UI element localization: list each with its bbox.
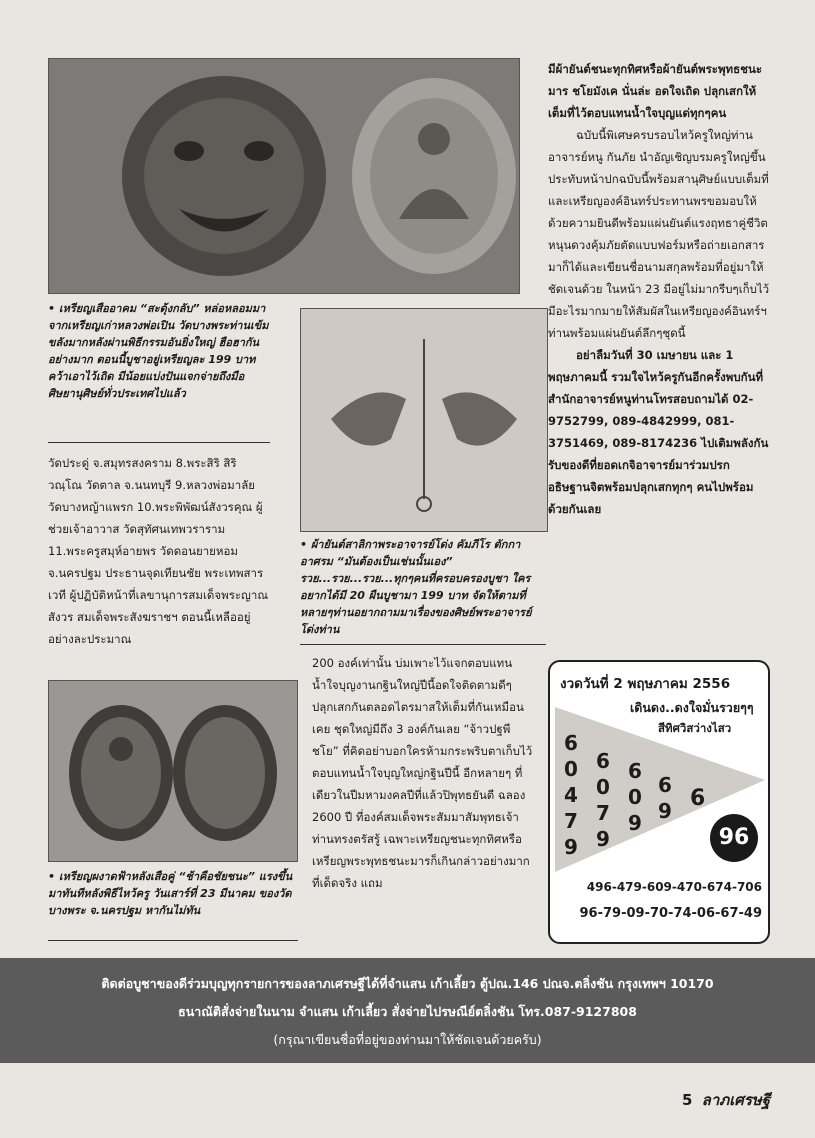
caption-text: • เหรียญเสืออาคม “สะดุ้งกลับ” หล่อหลอมมาจากเหรียญเก่าหลวงพ่อเปิน วัดบางพระท่านเข้มขลังมากหลังผ่านพิธีกรรมอันยิ่งใหญ่ ฮือฮากันอย่างมาก ตอนนี้บูชาอยู่เหรียญละ 199 บาทคว้าเอาไว้เถิด มีน้อยแบ่งปันแจกจ่ายถึงมือศิษยานุศิษย์ทั่วประเทศไปแล้ว bbox=[48, 302, 269, 400]
lottery-digit: 6 bbox=[596, 749, 610, 773]
lottery-digit: 4 bbox=[564, 783, 578, 807]
yant-birds-image bbox=[301, 309, 547, 531]
badge-number: 96 bbox=[718, 825, 750, 850]
body-paragraph: มีผ้ายันต์ชนะทุกทิศหรือผ้ายันต์พระพุทธชนะมาร ชโยมังเค นั่นล่ะ อดใจเถิด ปลุกเสกให้เต็มที่ไว้ตอบแทนน้ำใจบุญแด่ทุกๆคน bbox=[548, 62, 762, 120]
lottery-digit: 6 bbox=[690, 786, 706, 811]
lottery-digit: 6 bbox=[658, 773, 672, 797]
coins-photo bbox=[48, 680, 298, 862]
lottery-row-2: 96-79-09-70-74-06-67-49 bbox=[579, 906, 762, 921]
lottery-digit: 9 bbox=[628, 811, 642, 835]
lottery-row-1: 496-479-609-470-674-706 bbox=[586, 880, 762, 894]
lottery-slogan: เดินดง..ดงใจมั่นรวยๆๆ bbox=[630, 700, 754, 715]
divider bbox=[300, 644, 546, 645]
lottery-digit: 0 bbox=[628, 785, 642, 809]
lottery-digit: 9 bbox=[564, 835, 578, 859]
lottery-digit: 0 bbox=[596, 775, 610, 799]
body-paragraph: อย่าลืมวันที่ 30 เมษายน และ 1 พฤษภาคมนี้ รวมใจไหว้ครูกันอีกครั้งพบกันที่สำนักอาจารย์หนูท่านโทรสอบถามได้ 02-9752799, 089-4842999, 081-3751469, 089-8174236 ไปเติมพลังกันรับของดีที่ยอดเกจิอาจารย์มาร่วมปรกอธิษฐานจิตพร้อมปลุกเสกทุกๆ คนไปพร้อมด้วยกันเลย bbox=[548, 348, 769, 516]
body-paragraph: วัดประดู่ จ.สมุทรสงคราม 8.พระสิริ สิริวณฺโณ วัดตาล จ.นนทบุรี 9.หลวงพ่อมาลัย วัดบางหญ้าแพรก 10.พระพิพัฒน์สังวรคุณ ผู้ช่วยเจ้าอาวาส วัดสุทัศนเทพวราราม 11.พระครูสมุห์อายพร วัดดอนยายหอม จ.นครปฐม ประธานจุดเทียนชัย พระเทพสารเวที ผู้ปฏิบัติหน้าที่เลขานุการสมเด็จพระญาณสังวร สมเด็จพระสังฆราชฯ ตอนนี้เหลืออยู่อย่างละประมาณ bbox=[48, 456, 268, 646]
lottery-column bbox=[628, 758, 642, 836]
right-column-text bbox=[548, 58, 770, 652]
footer-line: (กรุณาเขียนชื่อที่อยู่ของท่านมาให้ชัดเจนด้วยครับ) bbox=[273, 1032, 542, 1047]
lottery-digit: 0 bbox=[564, 757, 578, 781]
lottery-box bbox=[548, 660, 770, 944]
body-paragraph: 200 องค์เท่านั้น บ่มเพาะไว้แจกตอบแทนน้ำใจบุญงานกฐินใหญ่ปีนี้อดใจติดตามดีๆ ปลุกเสกกันตลอดไตรมาสให้เต็มที่กันเหมือนเคย ชุดใหญ่มีถึง 3 องค์กันเลย “จ้าวปฐพีชโย” ที่คิดอย่าบอกใครห้ามกระพริบตาเก็บไว้ตอบแทนน้ำใจบุญใหญ่กฐินปีนี้ อีกหลายๆ ที่เดียวในปีมหามงคลปีที่แล้วปิพุทธยันตี ฉลอง 2600 ปี ที่องค์สมเด็จพระสัมมาสัมพุทธเจ้าท่านทรงตรัสรู้ เฉพาะเหรียญชนะทุกทิศหรือเหรียญพระพุทธชนะมารก็เกินกล่าวอย่างมากที่เด็ดจริง แถม bbox=[312, 656, 533, 890]
middle-column-text bbox=[312, 652, 534, 948]
body-paragraph: ฉบับนี้พิเศษครบรอบไหว้ครูใหญ่ท่านอาจารย์หนู กันภัย นำอัญเชิญบรมครูใหญ่ขึ้นประทับหน้าปกฉบับนี้พร้อมสานุศิษย์แบบเต็มที่และเหรียญองค์อินทร์ประทานพรขอมอบให้ด้วยความยินดีพร้อมแผ่นยันต์แรงฤทธาคู่ชีวิตหนุนดวงคุ้มภัยตัดแบบฟอร์มหรือถ่ายเอกสารมาก็ได้และเขียนชื่อนามสกุลพร้อมที่อยู่มาให้ชัดเจนด้วย ในหน้า 23 มีอยู่ไม่มากรีบๆเก็บไว้มีอะไรมากมายให้สัมผัสในเหรียญองค์อินทร์ฯท่านพร้อมแผ่นยันต์ลึกๆชุดนี้ bbox=[548, 128, 770, 340]
lottery-date: งวดวันที่ 2 พฤษภาคม 2556 bbox=[560, 676, 731, 692]
lottery-badge bbox=[710, 814, 758, 862]
page-number: 5 bbox=[682, 1091, 693, 1109]
lottery-digit: 6 bbox=[628, 759, 642, 783]
magazine-name: ลาภเศรษฐี bbox=[701, 1091, 771, 1109]
lottery-digit: 9 bbox=[658, 799, 672, 823]
page-number-area bbox=[682, 1088, 770, 1112]
caption-text: • เหรียญผงาดฟ้าหลังเสือคู่ “ช้าคือชัยชนะ” แรงขึ้นมาทันทีหลังพิธีไหว้ครู วันเสาร์ที่ 23 มีนาคม ของวัดบางพระ จ.นครปฐม หากันไม่ทัน bbox=[48, 870, 293, 917]
divider bbox=[48, 940, 298, 941]
left-column-text bbox=[48, 452, 270, 674]
lottery-digit: 7 bbox=[596, 801, 610, 825]
lottery-column bbox=[564, 730, 578, 860]
divider bbox=[48, 442, 270, 443]
yant-cloth-photo bbox=[300, 308, 548, 532]
caption-text: • ผ้ายันต์สาลิกาพระอาจารย์โด่ง คัมภีโร ตักกาอาศรม “มันต้องเป็นเช่นนั้นเอง” รวย...รวย...รวย...ทุกๆคนที่ครอบครองบูชา ใครอยากได้มี 20 ผืนบูชามา 199 บาท จัดให้ตามที่หลายๆท่านอยากถามมาเรื่องของศิษย์พระอาจารย์โด่งท่าน bbox=[300, 538, 532, 636]
tiger-amulet-photo bbox=[48, 58, 520, 294]
lottery-digit: 9 bbox=[596, 827, 610, 851]
tiger-amulet-caption bbox=[48, 300, 270, 402]
tiger-amulet-image bbox=[49, 59, 519, 293]
lottery-digit: 7 bbox=[564, 809, 578, 833]
footer-line: ติดต่อบูชาของดีร่วมบุญทุกรายการของลาภเศรษฐีได้ที่จำแสน เก้าเลี้ยว ตู้ปณ.146 ปณจ.ตลิ่งชัน กรุงเทพฯ 10170 bbox=[101, 976, 714, 991]
contact-footer bbox=[0, 958, 815, 1063]
lottery-column bbox=[658, 772, 672, 824]
lottery-slogan-2: สีทิศวิสว่างไสว bbox=[658, 721, 732, 735]
lottery-column bbox=[690, 786, 705, 812]
coins-caption bbox=[48, 868, 298, 919]
lottery-column bbox=[596, 748, 610, 852]
footer-line: ธนาณัติสั่งจ่ายในนาม จำแสน เก้าเลี้ยว สั่งจ่ายไปรษณีย์ตลิ่งชัน โทร.087-9127808 bbox=[178, 1004, 637, 1019]
coins-image bbox=[49, 681, 297, 861]
yant-cloth-caption bbox=[300, 536, 546, 638]
lottery-digit: 6 bbox=[564, 731, 578, 755]
